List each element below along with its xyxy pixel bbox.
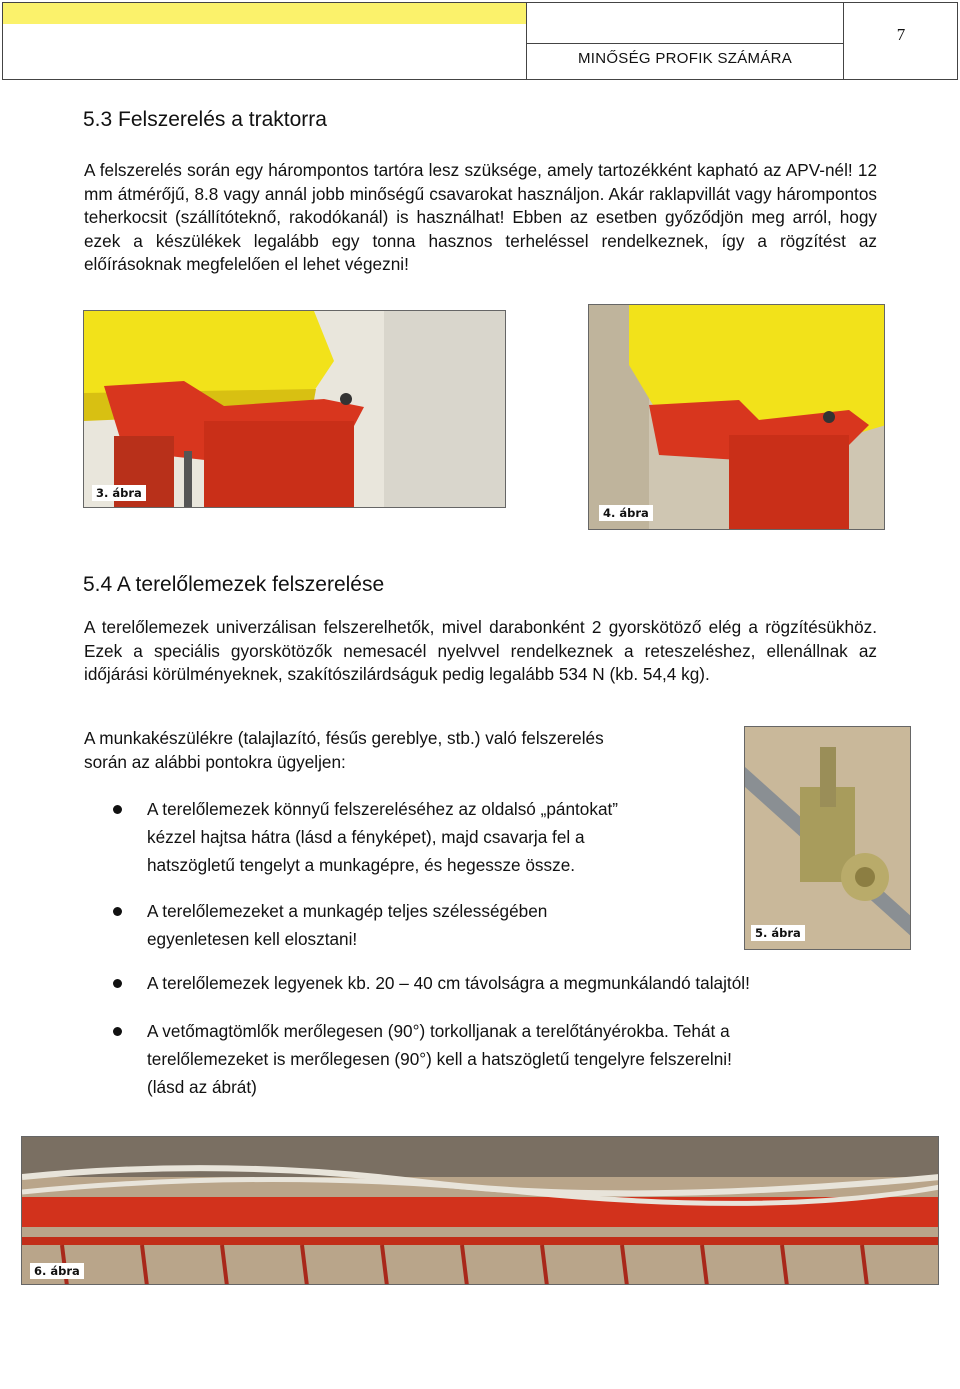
bullet-4-line: terelőlemezeket is merőlegesen (90°) kell a hatszögletű tengelyre felszerelni! <box>147 1049 732 1069</box>
bullet-dot <box>113 979 122 988</box>
section-5-4-intro-line: A munkakészülékre (talajlazító, fésűs gereblye, stb.) való felszerelés <box>84 728 604 748</box>
figure-4-caption: 4. ábra <box>599 505 653 521</box>
section-heading-5-4: 5.4 A terelőlemezek felszerelése <box>83 573 385 596</box>
figure-6-photo <box>21 1136 939 1285</box>
bullet-dot <box>113 805 122 814</box>
bullet-3-line: A terelőlemezek legyenek kb. 20 – 40 cm távolságra a megmunkálandó talajtól! <box>147 973 750 993</box>
bullet-4-line: (lásd az ábrát) <box>147 1077 257 1097</box>
header-title: MINŐSÉG PROFIK SZÁMÁRA <box>577 50 793 67</box>
figure-5-photo <box>744 726 911 950</box>
bullet-4-line: A vetőmagtömlők merőlegesen (90°) torkolljanak a terelőtányérokba. Tehát a <box>147 1021 730 1041</box>
section-5-4-intro-line: során az alábbi pontokra ügyeljen: <box>84 752 346 772</box>
figure-3-photo <box>83 310 506 508</box>
bullet-1-line: kézzel hajtsa hátra (lásd a fényképet), majd csavarja fel a <box>147 827 585 847</box>
bullet-2-line: egyenletesen kell elosztani! <box>147 929 358 949</box>
section-5-4-paragraph: A terelőlemezek univerzálisan felszerelhetők, mivel darabonként 2 gyorskötöző elég a rögzítésükhöz. Ezek a speciális gyorskötözők nemesacél nyelvvel rendelkeznek a reteszeléshez, ellenállnak az időjárási körülményeknek, szakítószilárdságuk pedig legalább 534 N (kb. 54,4 kg). <box>84 617 877 685</box>
figure-5-caption: 5. ábra <box>751 925 805 941</box>
figure-3-caption: 3. ábra <box>92 485 146 501</box>
bullet-1-line: A terelőlemezek könnyű felszereléséhez az oldalsó „pántokat” <box>147 799 619 819</box>
figure-4-photo <box>588 304 885 530</box>
header-divider <box>526 43 844 44</box>
section-5-3-paragraph: A felszerelés során egy hárompontos tartóra lesz szüksége, amely tartozékként kapható az APV-nél! 12 mm átmérőjű, 8.8 vagy annál jobb minőségű csavarokat használjon. Akár raklapvillát vagy hárompontos teherkocsit (szállítóteknő, rakodókanál) is használhat! Ebben az esetben győződjön meg arról, hogy ezek a készülékek legalább egy tonna hasznos terheléssel rendelkeznek, így a rögzítést az előírásoknak megfelelően el lehet végezni! <box>84 160 877 275</box>
bullet-2-line: A terelőlemezeket a munkagép teljes szélességében <box>147 901 548 921</box>
page-header <box>2 2 958 80</box>
header-divider <box>526 2 527 80</box>
figure-6-caption: 6. ábra <box>30 1263 84 1279</box>
page-number: 7 <box>896 25 906 44</box>
bullet-1-line: hatszögletű tengelyt a munkagépre, és hegessze össze. <box>147 855 576 875</box>
bullet-dot <box>113 1027 122 1036</box>
bullet-dot <box>113 907 122 916</box>
section-heading-5-3: 5.3 Felszerelés a traktorra <box>83 108 327 131</box>
